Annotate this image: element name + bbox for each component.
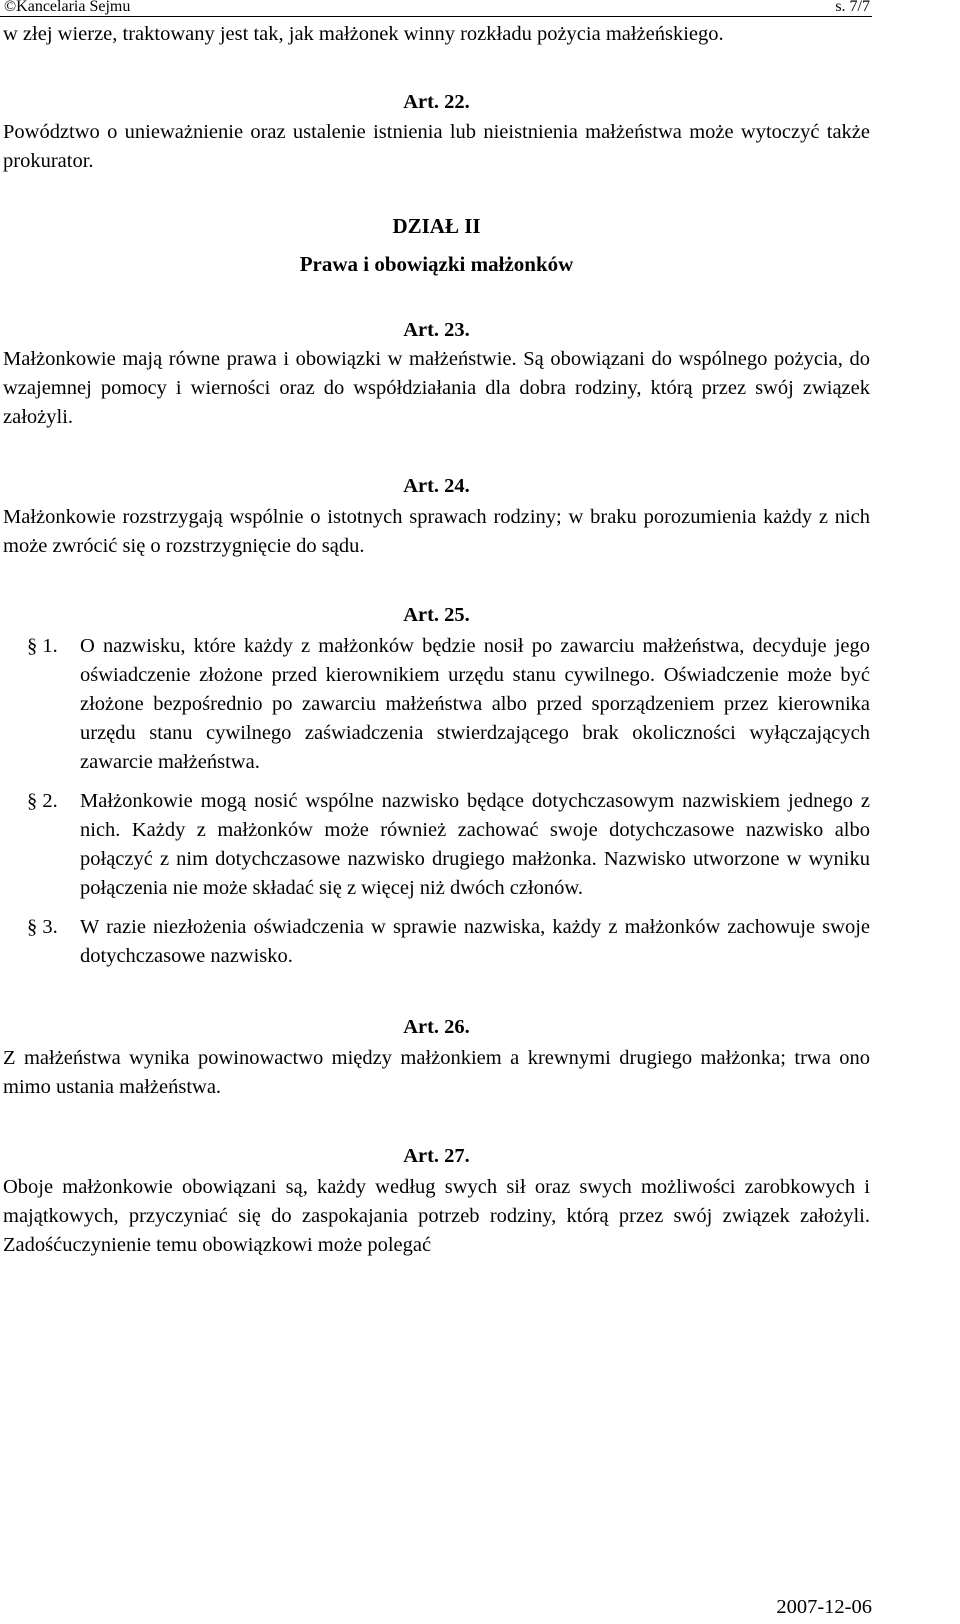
art-25-section-2 — [3, 787, 870, 903]
division-subtitle: Prawa i obowiązki małżonków — [299, 252, 574, 276]
page-header — [0, 0, 872, 17]
section-number: § 3. — [27, 916, 58, 938]
art-23-title: Art. 23. — [403, 319, 470, 341]
art-27-text: Oboje małżonkowie obowiązani są, każdy według swych sił oraz swych możliwości zarobkowych i majątkowych, przyczyniać się do zaspokajania potrzeb rodziny, którą przez swój związek założyli. Zadośćuczynienie temu obowiązkowi może polegać — [3, 1176, 870, 1256]
art-22-text: Powództwo o unieważnienie oraz ustalenie istnienia lub nieistnienia małżeństwa może wytoczyć także prokurator. — [3, 121, 870, 172]
art-25-section-1 — [3, 632, 870, 777]
footer-date: 2007-12-06 — [776, 1596, 872, 1618]
division-title: DZIAŁ II — [392, 214, 481, 238]
art-25-section-3 — [3, 913, 870, 971]
section-number: § 2. — [27, 790, 58, 812]
art-24-title: Art. 24. — [403, 475, 470, 497]
art-26-title: Art. 26. — [403, 1016, 470, 1038]
section-text: Małżonkowie mogą nosić wspólne nazwisko będące dotychczasowym nazwiskiem jednego z nich. Każdy z małżonków może również zachować swoje dotychczasowe nazwisko albo połączyć z nim dotychczasowe nazwisko drugiego małżonka. Nazwisko utworzone w wyniku połączenia nie może składać się z więcej niż dwóch członów. — [80, 790, 870, 899]
intro-paragraph: w złej wierze, traktowany jest tak, jak małżonek winny rozkładu pożycia małżeńskiego. — [3, 23, 724, 45]
art-23-text: Małżonkowie mają równe prawa i obowiązki w małżeństwie. Są obowiązani do wspólnego pożycia, do wzajemnej pomocy i wierności oraz do współdziałania dla dobra rodziny, którą przez swój związek założyli. — [3, 348, 870, 428]
art-25-title: Art. 25. — [403, 604, 470, 626]
header-source: ©Kancelaria Sejmu — [4, 0, 131, 15]
art-24-text: Małżonkowie rozstrzygają wspólnie o istotnych sprawach rodziny; w braku porozumienia każdy z nich może zwrócić się o rozstrzygnięcie do sądu. — [3, 506, 870, 557]
section-text: W razie niezłożenia oświadczenia w sprawie nazwiska, każdy z małżonków zachowuje swoje dotychczasowe nazwisko. — [80, 916, 870, 967]
art-27-title: Art. 27. — [403, 1145, 470, 1167]
section-text: O nazwisku, które każdy z małżonków będzie nosił po zawarciu małżeństwa, decyduje jego oświadczenie złożone przed kierownikiem urzędu stanu cywilnego. Oświadczenie może być złożone bezpośrednio po zawarciu małżeństwa albo przed sporządzeniem przez kierownika urzędu stanu cywilnego zaświadczenia stwierdzającego brak okoliczności wyłączających zawarcie małżeństwa. — [80, 635, 870, 773]
art-26-text: Z małżeństwa wynika powinowactwo między małżonkiem a krewnymi drugiego małżonka; trwa ono mimo ustania małżeństwa. — [3, 1047, 870, 1098]
art-22-title: Art. 22. — [403, 91, 470, 113]
document-body — [3, 18, 870, 1260]
section-number: § 1. — [27, 635, 58, 657]
header-page-number: s. 7/7 — [835, 0, 870, 15]
